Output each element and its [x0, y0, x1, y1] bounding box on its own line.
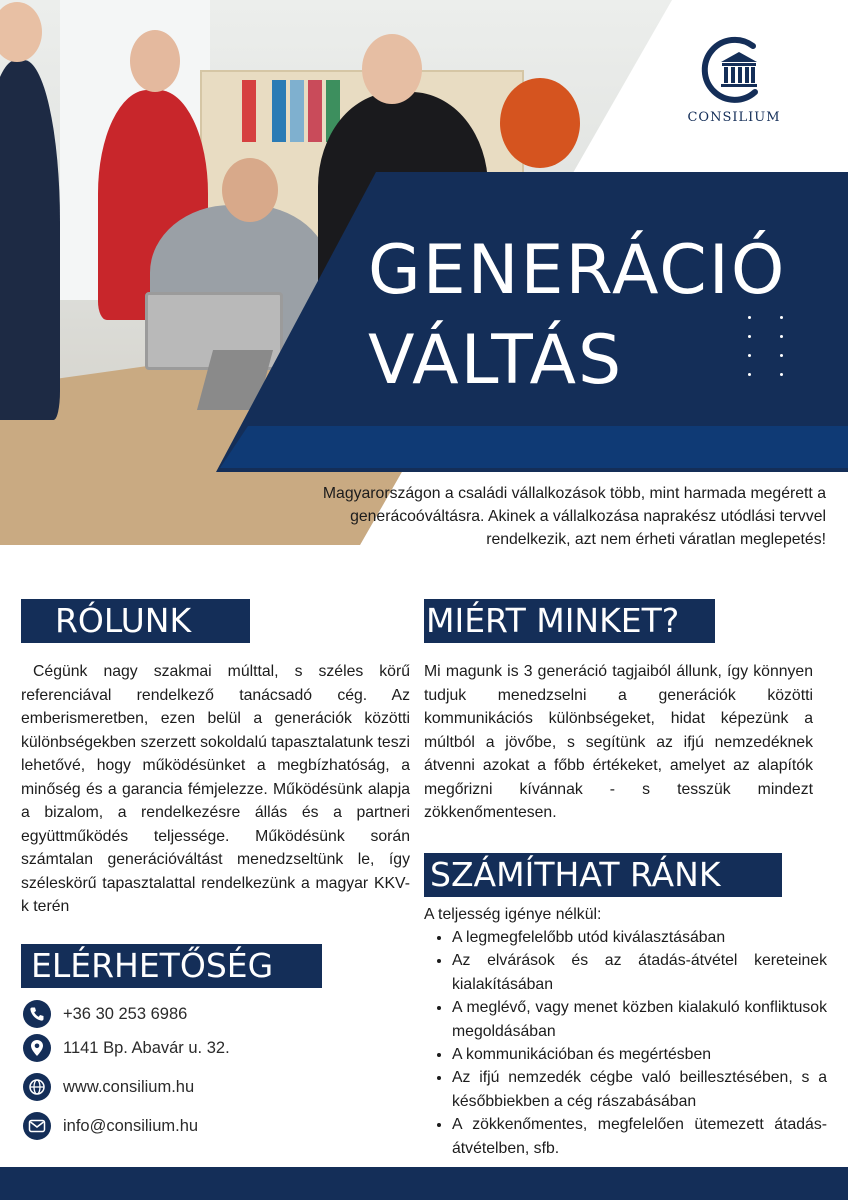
contact-phone[interactable] [23, 1000, 403, 1028]
page-title [368, 226, 786, 406]
photo-person-head [130, 30, 180, 92]
decorative-dots [748, 316, 794, 376]
location-pin-icon [23, 1034, 51, 1062]
photo-person [0, 60, 60, 420]
phone-number: +36 30 253 6986 [63, 1004, 188, 1023]
dot [780, 335, 783, 338]
dot [748, 354, 751, 357]
footer-bar [0, 1167, 848, 1200]
phone-icon [23, 1000, 51, 1028]
contact-email[interactable] [23, 1112, 403, 1140]
photo-person-head [500, 78, 580, 168]
dot [780, 354, 783, 357]
globe-icon [23, 1073, 51, 1101]
website-link[interactable]: www.consilium.hu [63, 1077, 195, 1096]
list-item: • A legmegfelelőbb utód kiválasztásában [452, 926, 827, 949]
list-item: • A kommunikációban és megértésben [452, 1043, 827, 1066]
list-item: • Az ifjú nemzedék cégbe való beillesztésében, s a későbbiekben a cég rászabásában [452, 1066, 827, 1113]
dot [748, 373, 751, 376]
why-us-text: Mi magunk is 3 generáció tagjaiból állunk, így könnyen tudjuk menedzselni a generációk közötti kommunikációs különbségeket, hidat képezünk a múltból a jövőbe, s segítünk az ifjú nemzedéknek átvenni azokat a főbb értékeket, amelyet az alapítók megőrizni kívánnak - s tesszük mindezt zökkenőmentesen. [424, 663, 813, 821]
photo-person-head [222, 158, 278, 222]
photo-person-head [0, 2, 42, 62]
about-heading: RÓLUNK [21, 599, 250, 643]
count-on-us-heading: SZÁMÍTHAT RÁNK [424, 853, 782, 897]
services-list [424, 926, 827, 1160]
why-us-heading: MIÉRT MINKET? [424, 599, 715, 643]
photo-person-head [362, 34, 422, 104]
contact-heading: ELÉRHETŐSÉG [21, 944, 322, 988]
photo-binder [242, 80, 256, 142]
brand-name: CONSILIUM [687, 110, 781, 125]
services-intro: A teljesség igénye nélkül: [424, 906, 602, 923]
logo-icon [699, 32, 769, 104]
list-item: • Az elvárások és az átadás-átvétel kereteinek kialakításában [452, 949, 827, 996]
envelope-icon [23, 1112, 51, 1140]
dot [748, 335, 751, 338]
dot [748, 316, 751, 319]
street-address: 1141 Bp. Abavár u. 32. [63, 1038, 230, 1057]
contact-address [23, 1034, 403, 1062]
about-text: Cégünk nagy szakmai múlttal, s széles körű referenciával rendelkező tanácsadó cég. Az emberismeretben, ezen belül a generációk közötti különbségekben szerzett sokoldalú tapasztalatunk teszi lehetővé, hogy működésünket a megbízhatóság, a minőség és a garancia fémjelezze. Működésünk alapja a bizalom, a rendelkezésre állás és a partneri együttműködés teljessége. Működésünk során számtalan generációváltást menedzseltünk le, így széleskörű tapasztalattal rendelkezünk a magyar KKV-k terén [21, 663, 411, 915]
list-item: • A zökkenőmentes, megfelelően ütemezett átadás-átvételben, sfb. [452, 1113, 827, 1160]
title-band-accent [220, 426, 848, 468]
photo-binder [272, 80, 286, 142]
dot [780, 373, 783, 376]
contact-website[interactable] [23, 1073, 403, 1101]
hero-section [0, 0, 848, 545]
title-line-2: VÁLTÁS [368, 321, 624, 400]
brand-logo [679, 32, 789, 125]
dot [780, 316, 783, 319]
title-line-1: GENERÁCIÓ [368, 231, 787, 310]
list-item: • A meglévő, vagy menet közben kialakuló konfliktusok megoldásában [452, 996, 827, 1043]
intro-text: Magyarországon a családi vállalkozások több, mint harmada megérett a generácoóváltásra. Akinek a vállalkozása naprakész utódlási tervvel rendelkezik, azt nem érheti váratlan meglepetés! [322, 485, 826, 548]
photo-binder [290, 80, 304, 142]
email-link[interactable]: info@consilium.hu [63, 1116, 199, 1135]
photo-binder [308, 80, 322, 142]
